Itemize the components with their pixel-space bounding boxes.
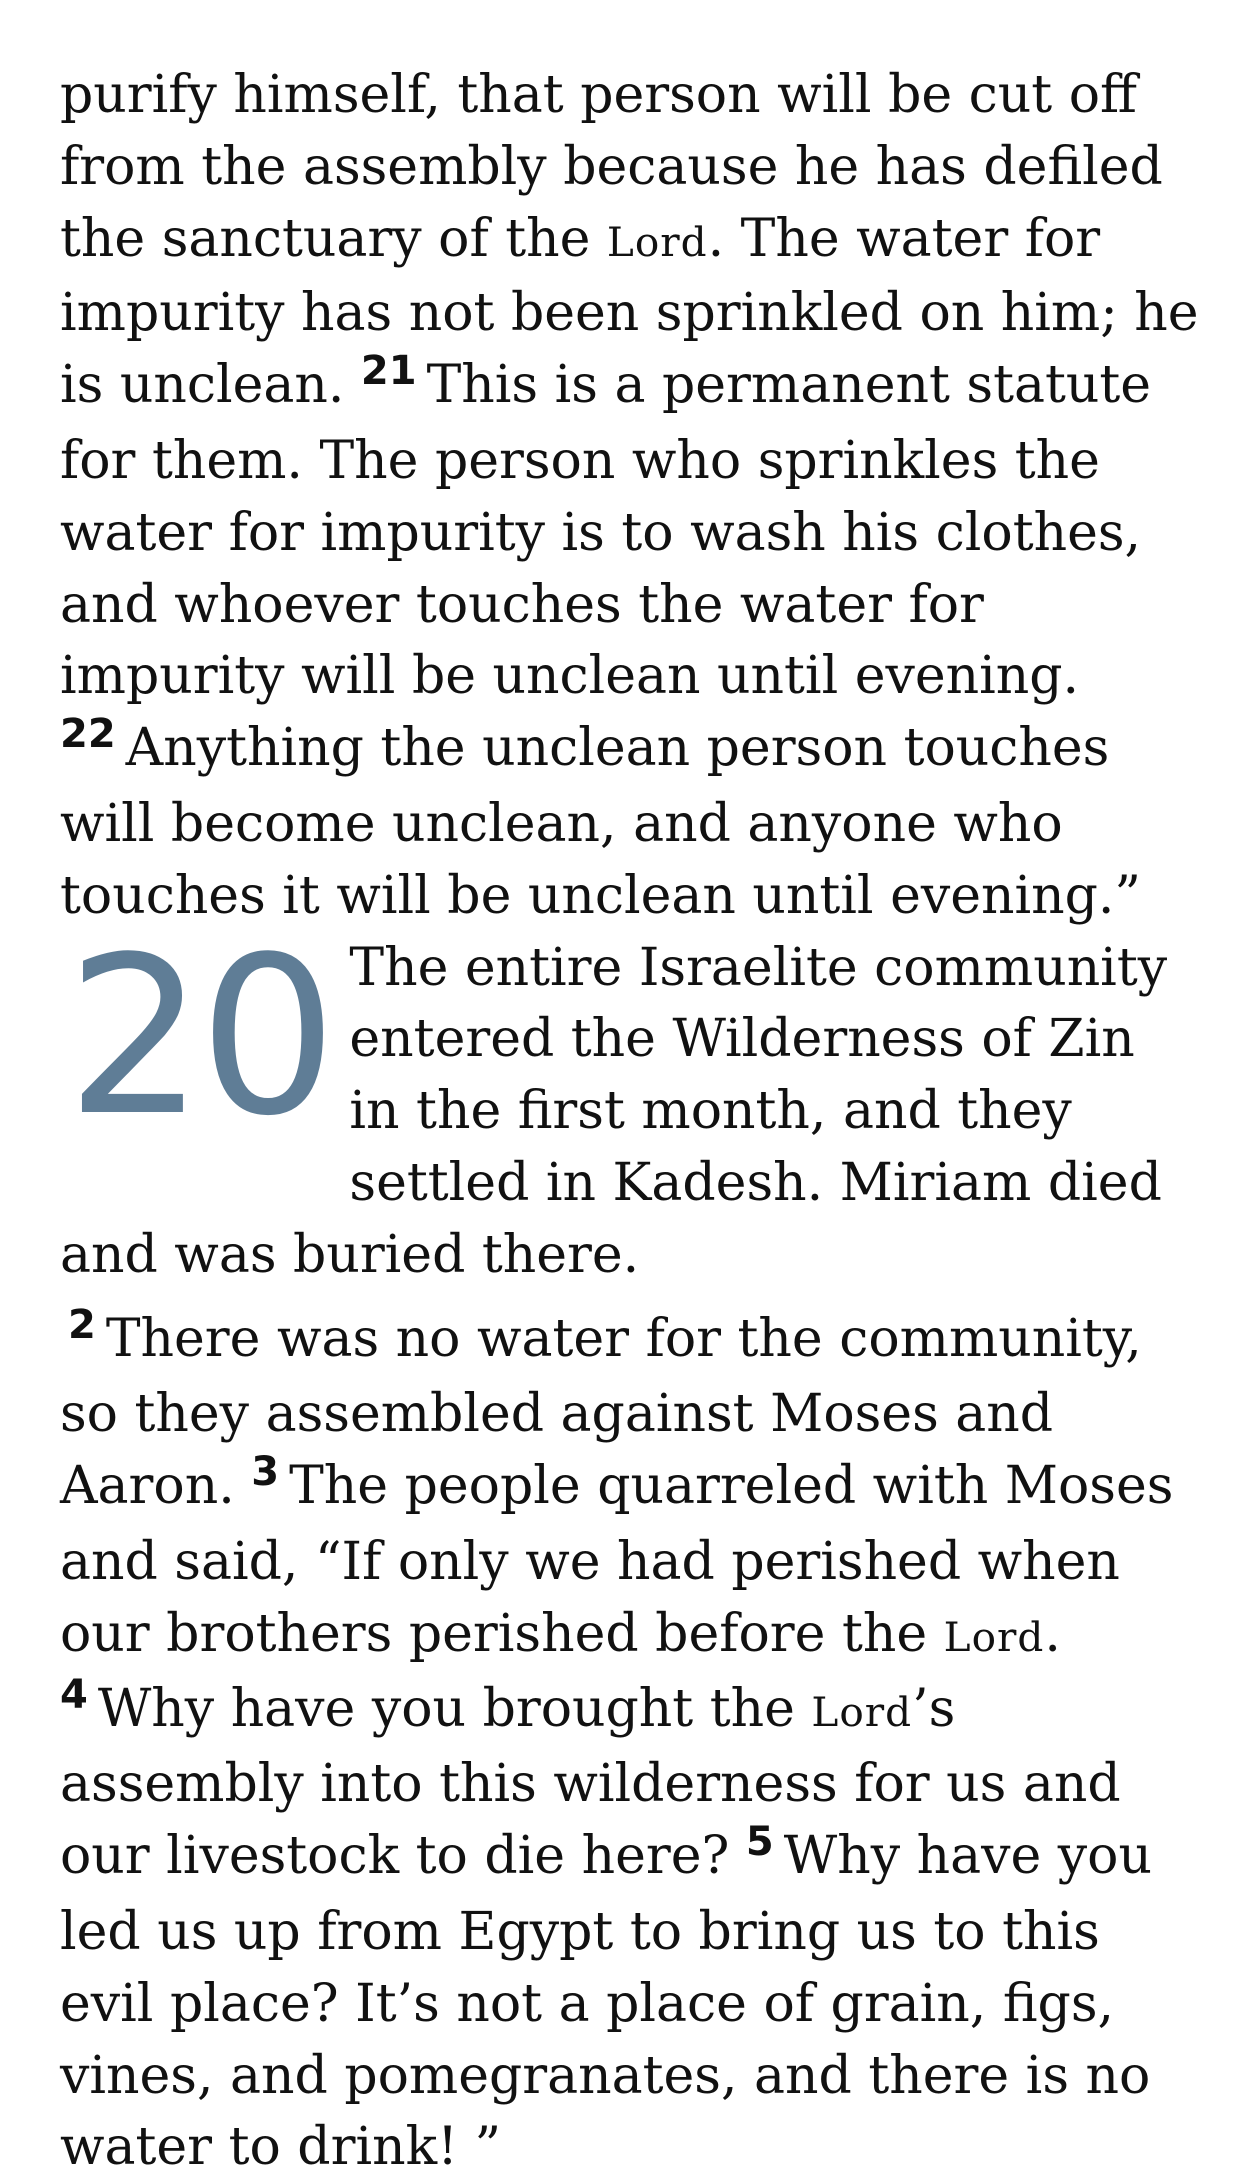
chapter-number: 20 [66, 910, 332, 1164]
paragraph-verses-2-5 [60, 1301, 1200, 2184]
divine-name: Lord [811, 1687, 913, 1736]
verse-text: There was no water for the community, so they assembled against Moses and Aaron. [60, 1308, 1142, 1517]
verse-text: This is a permanent statute for them. The person who sprinkles the water for impurity is to wash his clothes, and whoever touches the water for impurity will be unclean until evening. [60, 355, 1152, 707]
verse-number-3[interactable]: 3 [251, 1449, 280, 1496]
verse-number-2[interactable]: 2 [68, 1301, 96, 1348]
divine-name: Lord [943, 1612, 1045, 1661]
paragraph-chapter19-end [60, 60, 1200, 933]
verse-text: Anything the unclean person touches will become unclean, and anyone who touches it will be unclean until evening.” [60, 718, 1142, 926]
divine-name: Lord [606, 217, 708, 266]
reader-text [60, 60, 1200, 2184]
verse-number-22[interactable]: 22 [60, 711, 116, 758]
verse-text: purify himself, that person will be cut off from the assembly because he has defiled the sanctuary of the [60, 65, 1163, 269]
verse-text: Why have you brought the [97, 1678, 812, 1739]
verse-text: The entire Israelite community entered the Wilderness of Zin in the first month, and they settled in Kadesh. Miriam died and was buried there. [60, 937, 1168, 1285]
verse-text: . The water for impurity has not been sprinkled on him; he is unclean. [60, 208, 1199, 416]
verse-number-4[interactable]: 4 [60, 1671, 88, 1718]
verse-number-5[interactable]: 5 [745, 1819, 774, 1866]
verse-number-21[interactable]: 21 [360, 348, 417, 395]
verse-text: The people quarreled with Moses and said, “If only we had perished when our brothers perished before the [60, 1456, 1174, 1664]
verse-text: . [1044, 1603, 1061, 1664]
chapter-20-start [60, 910, 1200, 1292]
verse-text: ’s assembly into this wilderness for us and our livestock to die here? [60, 1678, 1121, 1887]
verse-text: Why have you led us up from Egypt to bring us to this evil place? It’s not a place of grain, figs, vines, and pomegranates, and there is no water to drink! ” [60, 1826, 1152, 2178]
